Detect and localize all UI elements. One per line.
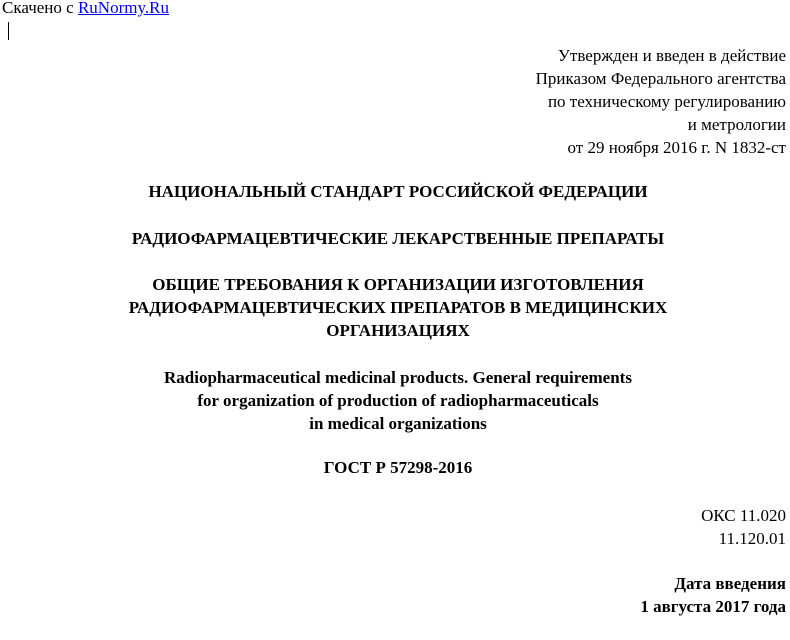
approval-line: Приказом Федерального агентства — [535, 69, 786, 88]
standard-title-line: ОБЩИЕ ТРЕБОВАНИЯ К ОРГАНИЗАЦИИ ИЗГОТОВЛЕНИЯ — [152, 275, 644, 294]
standard-title — [0, 273, 790, 342]
text-cursor — [8, 22, 9, 40]
english-title — [0, 366, 790, 435]
approval-line: по техническому регулированию — [547, 92, 786, 111]
english-title-line: Radiopharmaceutical medicinal products. General requirements — [164, 368, 632, 387]
english-title-line: in medical organizations — [309, 414, 487, 433]
approval-line: от 29 ноября 2016 г. N 1832-ст — [567, 138, 786, 157]
oks-code: ОКС 11.020 — [701, 506, 786, 525]
standard-title-line: ОРГАНИЗАЦИЯХ — [326, 321, 470, 340]
source-line — [2, 0, 169, 19]
oks-code: 11.120.01 — [718, 529, 786, 548]
approval-block — [536, 44, 786, 159]
standard-title-line: РАДИОФАРМАЦЕВТИЧЕСКИХ ПРЕПАРАТОВ В МЕДИЦИНСКИХ — [128, 298, 668, 317]
runormy-link[interactable]: RuNormy.Ru — [77, 0, 169, 17]
effective-date-value: 1 августа 2017 года — [640, 597, 786, 616]
oks-codes — [701, 504, 786, 550]
approval-line: Утвержден и введен в действие — [557, 46, 786, 65]
effective-date — [640, 572, 786, 618]
source-prefix: Скачено с — [2, 0, 74, 17]
standard-heading: НАЦИОНАЛЬНЫЙ СТАНДАРТ РОССИЙСКОЙ ФЕДЕРАЦИИ — [148, 182, 648, 201]
english-title-line: for organization of production of radiopharmaceuticals — [197, 391, 599, 410]
approval-line: и метрологии — [687, 115, 786, 134]
standard-subject: РАДИОФАРМАЦЕВТИЧЕСКИЕ ЛЕКАРСТВЕННЫЕ ПРЕПАРАТЫ — [131, 229, 665, 248]
gost-number: ГОСТ Р 57298-2016 — [323, 458, 473, 477]
effective-date-label: Дата введения — [674, 574, 786, 593]
